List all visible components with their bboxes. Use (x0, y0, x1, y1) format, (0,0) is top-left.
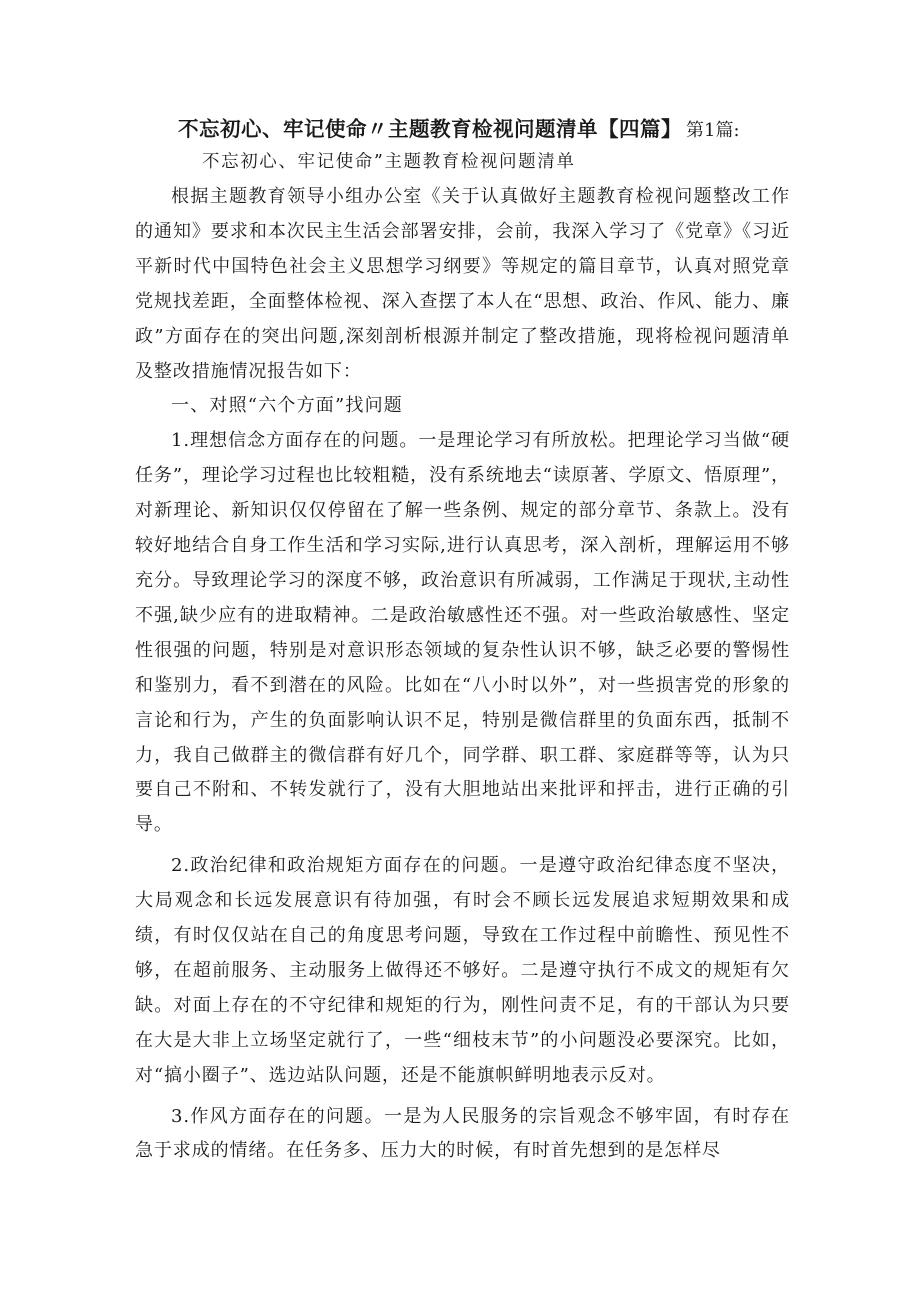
document-subtitle: 不忘初心、牢记使命”主题教育检视问题清单 (202, 152, 576, 172)
item-paragraph-1: 1.理想信念方面存在的问题。一是理论学习有所放松。把理论学习当做“硬任务”，理论学习过程也比较粗糙，没有系统地去“读原著、学原文、悟原理”，对新理论、新知识仅仅停留在了解一些条例、规定的部分章节、条款上。没有较好地结合自身工作生活和学习实际,进行认真思考，深入剖析，理解运用不够充分。导致理论学习的深度不够，政治意识有所减弱，工作满足于现状,主动性不强,缺少应有的进取精神。二是政治敏感性还不强。对一些政治敏感性、坚定性很强的问题，特别是对意识形态领域的复杂性认识不够，缺乏必要的警惕性和鉴别力，看不到潜在的风险。比如在“八小时以外”，对一些损害党的形象的言论和行为，产生的负面影响认识不足，特别是微信群里的负面东西，抵制不力，我自己做群主的微信群有好几个，同学群、职工群、家庭群等等，认为只要自己不附和、不转发就行了，没有大胆地站出来批评和抨击，进行正确的引导。 (135, 430, 790, 836)
document-title-line (178, 112, 878, 148)
document-title: 不忘初心、牢记使命〃主题教育检视问题清单【四篇】 (178, 117, 682, 141)
document-body (135, 180, 790, 1169)
section-heading: 一、对照“六个方面”找问题 (171, 395, 404, 417)
item-paragraph-2: 2.政治纪律和政治规矩方面存在的问题。一是遵守政治纪律态度不坚决，大局观念和长远发展意识有待加强，有时会不顾长远发展追求短期效果和成绩，有时仅仅站在自己的角度思考问题，导致在工作过程中前瞻性、预见性不够，在超前服务、主动服务上做得还不够好。二是遵守执行不成文的规矩有欠缺。对面上存在的不守纪律和规矩的行为，刚性问责不足，有的干部认为只要在大是大非上立场坚定就行了，一些“细枝末节”的小问题没必要深究。比如，对“搞小圈子”、选边站队问题，还是不能旗帜鲜明地表示反对。 (135, 855, 790, 1086)
document-title-suffix: 第1篇: (686, 120, 740, 141)
item-paragraph-3: 3.作风方面存在的问题。一是为人民服务的宗旨观念不够牢固，有时存在急于求成的情绪。在任务多、压力大的时候，有时首先想到的是怎样尽 (135, 1105, 790, 1162)
intro-paragraph: 根据主题教育领导小组办公室《关于认真做好主题教育检视问题整改工作的通知》要求和本次民主生活会部署安排，会前，我深入学习了《党章》《习近平新时代中国特色社会主义思想学习纲要》等规定的篇目章节，认真对照党章党规找差距，全面整体检视、深入查摆了本人在“思想、政治、作风、能力、廉政”方面存在的突出问题,深刻剖析根源并制定了整改措施，现将检视问题清单及整改措施情况报告如下： (135, 186, 790, 382)
